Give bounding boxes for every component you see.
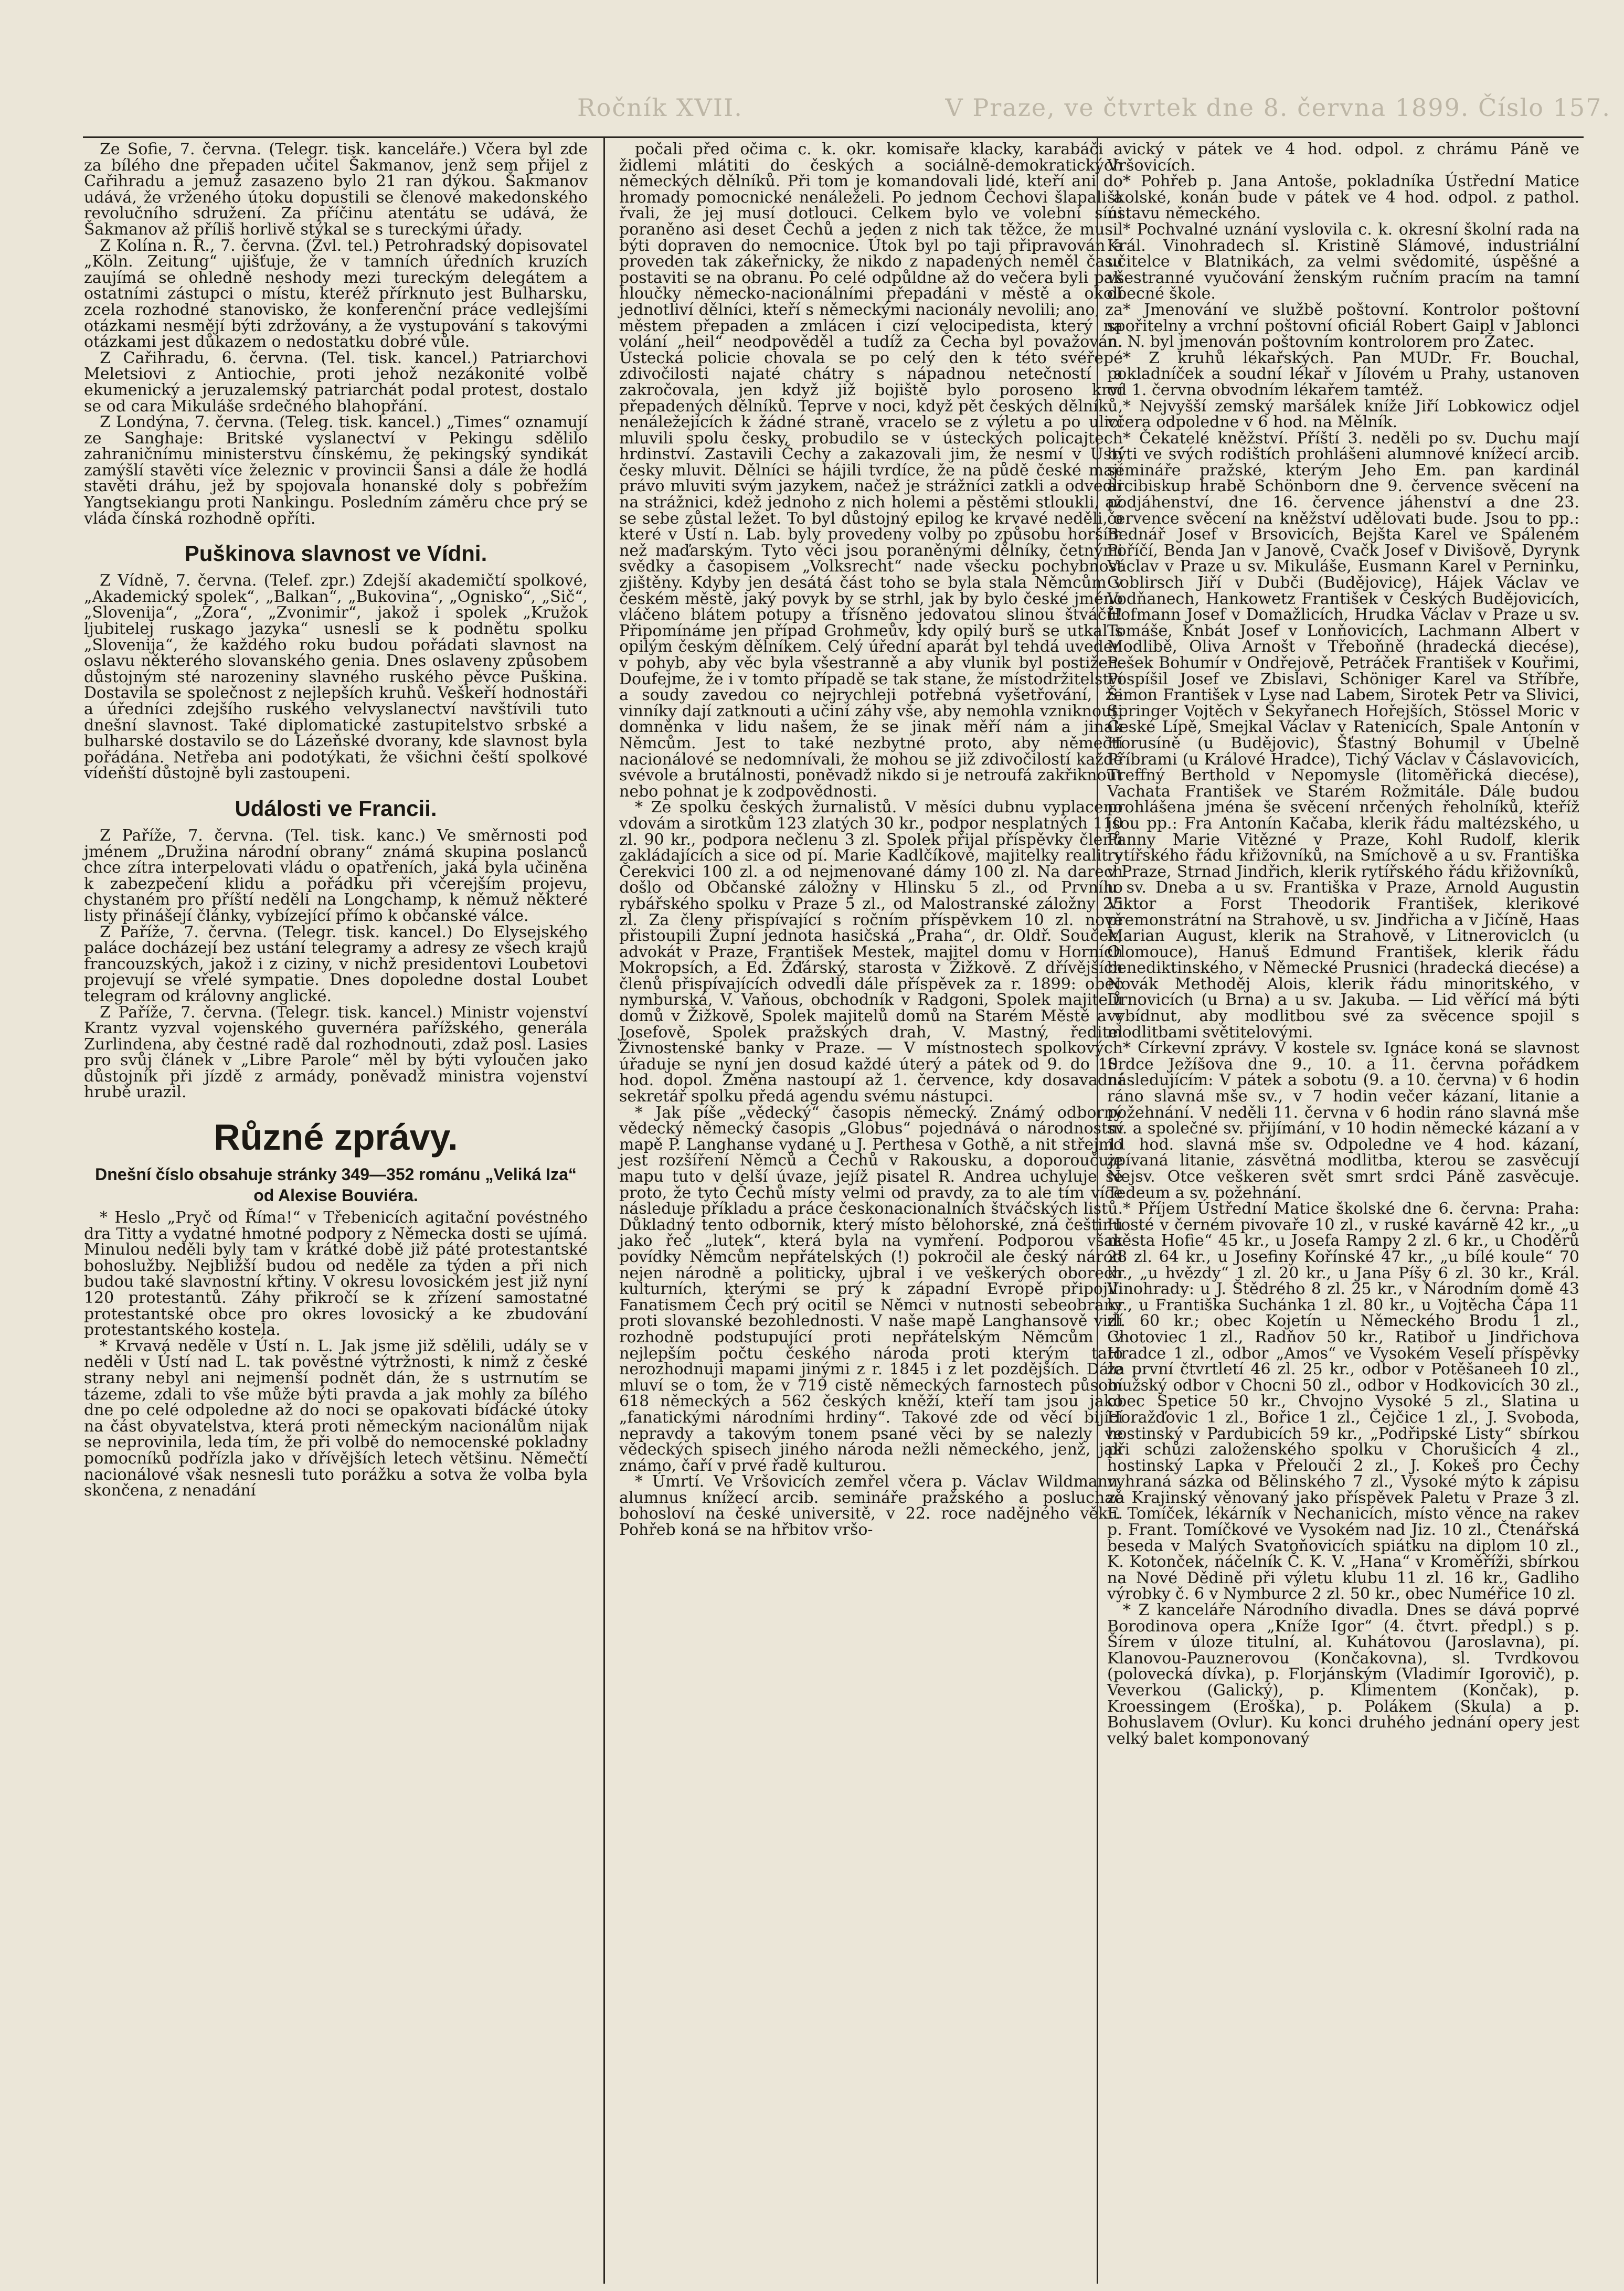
news-item: * Úmrtí. Ve Vršovicích zemřel včera p. Václav Wildmann, alumnus knížecí arcib. semináře pražského a posluchač bohosloví na české universitě, v 22. roce nadějného věku. Pohřeb koná se na hřbitov vršo-: [619, 1472, 1123, 1540]
section-heading: Události ve Francii.: [235, 796, 437, 821]
news-item: * Jak píše „vědecký“ časopis německý. Známý odborný vědecký německý časopis „Globus“ pojednává o národnostní mapě P. Langhanse vydané u J. Perthesa v Gothě, a nit střejmo jest rozšíření Němců a Čechů v Rakousku, a doporoučuje mapu tuto v delší úvaze, jejíž pisatel R. Andrea uchyluje se proto, že tyto Čechů místy velmi od pravdy, za to ale tím více následuje příkladu a práce českonacionalních štváčských listů. Důkladný tento odbornik, který místo bělohorské, zná češtinu jako řeč „lutek“, která byla na vymření. Podporou však povídky Němcům nepřátelských (!) pokročil ale český národ nejen národně a politicky, ujbral i ve veškerých oborech kulturních, kterými se prý k západní Evropě připojil. Fanatismem Čech prý ocitil se Němci v nutnosti sebeobrany proti slovanské bezohlednosti. V naše mapě Langhansově vidí rozhodně podstupující proti nepřátelským Němcům v nejlepším počtu českého národa proti kterým tato nerozhodnuji mapami jinými z r. 1845 i z let pozdějších. Dále mluví se o tom, že v 719 cistě německých farnostech působí 618 německých a 562 českých kněží, kteří tam jsou jako „fanatickými národními hrdiny“. Takové zde od věcí bijící nepravdy a takovým tonem psané věci by se nalezly ve vědeckých spisech jiného národa nežli německého, jenž, jak známo, čaří v prvé řadě kulturou.: [619, 1103, 1123, 1475]
section-heading: Puškinova slavnost ve Vídni.: [184, 541, 487, 566]
news-item: * Z kanceláře Národního divadla. Dnes se dává poprvé Borodinova opera „Kníže Igor“ (4. čtvrt. předpl.) s p. Šírem v úloze titulní, al. Kuhátovou (Jaroslavna), pí. Klanovou-Pauznerovou (Končakovna), sl. Tvrdkovou (polovecká dívka), p. Florjánským (Vladimír Igorovič), p. Veverkou (Galický), p. Klimentem (Končak), p. Kroessingem (Eroška), p. Polákem (Skula) a p. Bohuslavem (Ovlur). Ku konci druhého jednání opery jest velký balet komponovaný: [1107, 1601, 1579, 1748]
column-divider: [603, 137, 605, 2284]
issue-note: Dnešní číslo obsahuje stránky 349—352 románu „Veliká Iza“ od Alexise Bouviéra.: [95, 1165, 577, 1205]
masthead-date-issue: V Praze, ve čtvrtek dne 8. června 1899. Číslo 157.: [945, 93, 1611, 122]
news-item: Z Paříže, 7. června. (Telegr. tisk. kancel.) Do Elysejského paláce docházejí bez ustání telegramy a adresy ze všech krajů francouzských, jakož i z ciziny, v nichž presidentovi Loubetovi projevují se vřelé sympatie. Dnes dopoledne dostal Loubet telegram od královny anglické.: [84, 922, 588, 1005]
news-item: Z Paříže, 7. června. (Tel. tisk. kanc.) Ve směrnosti pod jménem „Družina národní obrany“ známá skupina poslanců chce zítra interpelovati vládu o opatřeních, jaká byla učiněna k zabezpečení klidu a pořádku při včerejším projevu, chystaném pro příští neděli na Longchamp, k němuž některé listy přinášejí články, vybízející přímo k občanské válce.: [84, 826, 588, 925]
news-item: * Církevní zprávy. V kostele sv. Ignáce koná se slavnost Srdce Ježíšova dne 9., 10. a 11. června pořádkem následujícím: V pátek a sobotu (9. a 10. června) v 6 hodin ráno slavná mše sv., v 7 hodin večer kázaní, litanie a požehnání. V neděli 11. června v 6 hodin ráno slavná mše sv. a společné sv. přijímání, v 10 hodin německé kázaní a v 11 hod. slavná mše sv. Odpoledne ve 4 hod. kázaní, zpívaná litanie, zásvětná modlitba, kterou se zasvěcují Nejsv. Otce veškeren svět smrt srdci Páně zasvěcuje. Tedeum a sv. požehnání.: [1107, 1039, 1579, 1202]
news-item: * Ze spolku českých žurnalistů. V měsíci dubnu vyplaceno vdovám a sirotkům 123 zlatých 30 kr., podpor nesplatných 110 zl. 90 kr., podpora nečlenu 3 zl. Spolek přijal příspěvky členů zakládajících a sice od pí. Marie Kadlčíkové, majitelky realit v Čerekvici 100 zl. a od nejmenované dámy 100 zl. Na darech došlo od Občanské záložny v Hlinsku 5 zl., od Prvního rybářského spolku v Praze 5 zl., od Malostranské záložny 25 zl. Za členy přispívající s ročním příspěvkem 10 zl. nově přistoupili Župní jednota hasičská „Praha“, dr. Oldř. Souček, advokát v Praze, František Mestek, majitel domu v Horních Mokropsích, a Ed. Žďárský, starosta v Žižkově. Z dřívějších členů přispívajících odvedli dále příspěvek za r. 1899: obec nymburská, V. Vaňous, obchodník v Radgoni, Spolek majitelů domů v Žižkově, Spolek majitelů domů na Starém Městě a v Josefově, Spolek pražských drah, V. Mastný, ředitel Živnostenské banky v Praze. — V místnostech spolkových úřaduje se nyní jen dosud každé úterý a pátek od 9. do 10. hod. dopol. Změna nastoupí až 1. července, kdy dosavadní sekretář spolku předá agendu svému nástupci.: [619, 798, 1123, 1106]
news-item: * Čekatelé kněžství. Příští 3. neděli po sv. Duchu mají býti ve svých rodištích prohlášeni alumnové knížecí arcib. semináře pražské, kterým Jeho Em. pan kardinál arcibiskup hrabě Schönborn dne 9. července svěcení na podjáhenství, dne 16. července jáhenství a dne 23. července svěcení na kněžství udělovati bude. Jsou to pp.: Bednář Josef v Brsovicích, Bejšta Karel ve Spáleném Poříčí, Benda Jan v Janově, Cvačk Josef v Divišově, Dyrynk Václav v Praze u sv. Mikuláše, Eusmann Karel v Perninku, Goblirsch Jiří v Dubči (Budějovice), Hájek Václav ve Vodňanech, Hankowetz František v Českých Budějovicích, Hofmann Josef v Domažlicích, Hrudka Václav v Praze u sv. Tomáše, Knbát Josef v Lonňovicích, Lachmann Albert v Modlibě, Oliva Arnošt v Třeboňně (hradecká diecése), Pešek Bohumír v Ondřejově, Petráček František v Kouřimi, Pospíšil Josef ve Zbislavi, Schöniger Karel va Stříbře, Šimon František v Lyse nad Labem, Sirotek Petr va Slivici, Springer Vojtěch v Sekyřanech Hořejších, Stössel Moric v České Lípě, Smejkal Václav v Ratenicích, Spale Antonín v Horusíně (u Budějovic), Šťastný Bohumil v Úbelně Příbrami (u Králové Hradce), Tichý Václav v Čáslavovicích, Treffný Berthold v Nepomysle (litoměřická diecése), Vachata František ve Starém Rožmitále. Dále budou prohlášena jména še svěcení nrčených řeholníků, kteříž jsou pp.: Fra Antonín Kačaba, klerik řádu maltézského, u Panny Marie Vitězné v Praze, Kohl Rudolf, klerik rytířského řádu křižovníků, na Smíchově a u sv. Františka v Praze, Strnad Jindřich, klerik rytířského řádu křižovníků, u sv. Dneba a u sv. Františka v Praze, Arnold Augustin Viktor a Forst Theodorik František, klerikové premonstrátní na Strahově, u sv. Jindřicha a v Jičíně, Haas Marian August, klerik na Strahově, v Litneroviclch (u Olomouce), Hanuš Edmund František, klerik řádu benediktinského, v Německé Prusnici (hradecká diecése) a Novák Methoděj Alois, klerik řádu minoritského, v Drnovicích (u Brna) a u sv. Jakuba. — Lid věřící má býti vybídnut, aby modlitbou své za svěcence spojil s modlitbami světitelovými.: [1107, 429, 1579, 1042]
news-item: * Jmenování ve službě poštovní. Kontrolor poštovní spořitelny a vrchní poštovní oficiál Robert Gaipl v Jablonci n. N. byl jmenován poštovním kontrolorem pro Žatec.: [1107, 300, 1579, 352]
news-item: vický v pátek ve 4 hod. odpol. z chrámu Páně ve Vršovicích.: [1107, 140, 1579, 175]
news-item: * Pochvalné uznání vyslovila c. k. okresní školní rada na Král. Vinohradech sl. Kristině Slámové, industriální učitelce v Blatnikách, za velmi svědomité, úspěšné a všestranné vyučování ženským ručním pracím na tamní obecné škole.: [1107, 220, 1579, 303]
news-item: Z Paříže, 7. června. (Telegr. tisk. kancel.) Ministr vojenství Krantz vyzval vojenského guvernéra pařížského, generála Zurlindena, aby čestné radě dal rozhodnouti, zdaž posl. Lasies pro svůj článek v „Libre Parole“ měl by býti vyloučen jako důstojník při jízdě z armády, poněvadž ministra vojenství hrubě urazil.: [84, 1003, 588, 1102]
column-2: [619, 142, 1123, 1539]
masthead: [577, 93, 1616, 130]
news-item: * Krvavá neděle v Ústí n. L. Jak jsme již sdělili, udály se v neděli v Ústí nad L. tak pověstné výtržnosti, k nimž z české strany nebyl ani nejmenší podnět dán, že s ustrnutím se tázeme, zdali to vše může býti pravda a jak mohly za bílého dne po celé odpoledne až do noci se opakovati bídácké útoky na část obyvatelstva, která proti německým nacionálům nijak se neprovinila, leda tím, že při volbě do nemocenské pokladny pomocníků podřízla jako v dřívějších letech většinu. Němečtí nacionálové však nesnesli tuto porážku a sotva že volba byla skončena, z nenadání: [84, 1337, 588, 1500]
news-item: * Heslo „Pryč od Říma!“ v Třebenicích agitační povéstného dra Titty a vydatné hmotné podpory z Německa dosti se ujímá. Minulou neděli byly tam v krátké době již páté protestantské bohoslužby. Nejbližší budou od neděle za týden a při nich budou také slavnostní křtiny. V okresu lovosickém jest již nyní 120 protestantů. Záhy přikročí se k zřízení samostatné protestantské obce pro okres lovosický a ke zbudování protestantského kostela.: [84, 1208, 588, 1340]
news-item: * Nejvyšší zemský maršálek kníže Jiří Lobkowicz odjel včera odpoledne v 6 hod. na Mělník.: [1107, 397, 1579, 432]
news-item: Z Kolína n. R., 7. června. (Zvl. tel.) Petrohradský dopisovatel „Köln. Zeitung“ ujišťuje, že v tamních úředních kruzích zaujímá se ohledně neshody mezi tureckým delegátem a ostatními zástupci o místu, kteréž přírknuto jest Bulharsku, zcela rozhodné stanovisko, že konferenční práce vedlejšími otázkami nesmějí býti zdržovány, a že vystupování s takovými otázkami jest důkazem o nedostatku dobré vůle.: [84, 236, 588, 352]
news-item: počali před očima c. k. okr. komisaře klacky, karabáči a židlemi mlátiti do českých a sociálně-demokratických německých dělníků. Při tom je komandovali lidé, kteří ani do hromady pomocnické nenáleželi. Po jednom Čechovi šlapali a řvali, že jej musí dotlouci. Celkem bylo ve volební síni poraněno asi deset Čechů a jeden z nich tak těžce, že musil býti dopraven do nemocnice. Útok byl po taji připravován a proveden tak zákeřnicky, že nikdo z napadených neměl času postaviti se na obranu. Po celé odpůldne až do večera byli pak hloučky německo-nacionálními přepadáni v městě a okolí jednotliví dělníci, kteří s německými nacionály nevolili; ano, za městem přepaden a zmlácen i cizí velocipedista, který na volání „heil“ neodpověděl a tudíž za Čecha byl považován. Ústecká policie chovala se po celý den k této svéřepé zdivočilosti najaté chátry s nápadnou netečností a zakročovala, jen když již bojiště bylo poroseno krví přepadených dělníků. Teprve v noci, když pět českých dělníků, nenáležejících k žádné straně, vracelo se z výletu a po ulici mluvili spolu česky, probudilo se v ústeckých policajtech hrdinství. Zastavili Čechy a zakazovali jim, že nesmí v Ústí česky mluvit. Dělníci se hájili tvrdíce, že na půdě české mají právo mluviti svým jazykem, načež je strážníci zatkli a odvedli na strážnici, kdež jednoho z nich holemi a pěstěmi stloukli, až se sebe zůstal ležet. To byl důstojný epilog ke krvavé neděli, o které v Ústí n. Lab. byly provedeny volby po způsobu horším než maďarským. Tyto věci jsou poraněnými dělníky, četnými svědky a časopisem „Volksrecht“ nade všecku pochybnost zjištěny. Kdyby jen desátá část toho se byla stala Němcům v českém městě, jaký povyk by se strhl, jak by bylo české jméno vláčeno blátem potupy a třísněno jedovatou slinou štváčů! Připomínáme jen případ Grohmeův, kdy opilý burš se utkal s opilým českým dělníkem. Celý úřední aparát byl tehdá uveden v pohyb, aby věc byla všestranně a aby vlunik byl postižen. Doufejme, že i v tomto případě se tak stane, že místodržitelství a soudy zavedou co nejrychleji potřebná vyšetřování, že vinníky dají zatknouti a učiní záhy vše, aby nemohla vzniknouti domněnka v lidu našem, že se jinak měří nám a jinak Němcům. Jest to také nezbytné proto, aby němečtí nacionálové se nedomnívali, že mohou se již zdivočilostí každé svévole a brutálnosti, poněvadž nikdo si je netroufá zakřiknout nebo pohnat je k zodpovědnosti.: [619, 140, 1123, 801]
news-item: * Příjem Ústřední Matice školské dne 6. června: Praha: Hosté v černém pivovaře 10 zl., v ruské kavárně 42 kr., „u města Hofie“ 45 kr., u Josefa Rampy 2 zl. 6 kr., u Choděrů 28 zl. 64 kr., u Josefiny Kořínské 47 kr., „u bílé koule“ 70 kr., „u hvězdy“ 1 zl. 20 kr., u Jana Píšy 6 zl. 30 kr., Král. Vinohrady: u J. Štědrého 8 zl. 25 kr., v Národním domě 43 kr., u Františka Suchánka 1 zl. 80 kr., u Vojtěcha Čápa 11 zl. 60 kr.; obec Kojetín u Německého Brodu 1 zl., Chotoviec 1 zl., Radňov 50 kr., Ratiboř u Jindřichova Hradce 1 zl., odbor „Amos“ ve Vysokém Veselí příspěvky za první čtvrtletí 46 zl. 25 kr., odbor v Potěšaneeh 10 zl., mužský odbor v Chocni 50 zl., odbor v Hodkovicích 30 zl., obec Spetice 50 kr., Chvojno Vysoké 5 zl., Slatina u Horažďovic 1 zl., Bořice 1 zl., Čejčice 1 zl., J. Svoboda, hostinský v Pardubicích 59 kr., „Podřipské Listy“ sbírkou při schůzi založenského spolku v Chorušicích 4 zl., hostinský Lapka v Přelouči 2 zl., J. Kokeš pro Čechy vyhraná sázka od Bělinského 7 zl., Vysoké mýto k zápisu za Krajinský věnovaný jako příspěvek Paletu v Praze 3 zl. F. Tomíček, lékárník v Nechanicích, místo věnce na rakev p. Frant. Tomíčkové ve Vysokém nad Jiz. 10 zl., Čtenářská beseda v Malých Svatoňovicích spiátku na diplom 10 zl., K. Kotonček, náčelník Č. K. V. „Hana“ v Kroměříži, sbírkou na Nové Dědině při výletu klubu 11 zl. 16 kr., Gadliho výrobky č. 6 v Nymburce 2 zl. 50 kr., obec Numéřice 10 zl.: [1107, 1200, 1579, 1604]
column-1: [84, 142, 588, 1499]
news-item: Z Cařihradu, 6. června. (Tel. tisk. kancel.) Patriarchovi Meletsiovi z Antiochie, proti jehož nezákonité volbě ekumenický a jeruzalemský patriarchát podal protest, dostalo se od cara Mikuláše srdečného blahopřání.: [84, 348, 588, 416]
news-item: * Z kruhů lékařských. Pan MUDr. Fr. Bouchal, pokladníček a soudní lékař v Jílovém u Prahy, ustanoven od 1. června obvodním lékařem tamtéž.: [1107, 348, 1579, 399]
column-3: [1107, 142, 1579, 1747]
news-item: Z Londýna, 7. června. (Teleg. tisk. kancel.) „Times“ oznamují ze Sanghaje: Britské vyslanectví v Pekingu sdělilo zahraničnímu ministerstvu čínskému, že pekingský syndikát zamýšlí stavěti více železnic v provincii Šansi a dále že hodlá stavěti dráhu, jež by spojovala honanské doly s pobřežím Yangtsekiangu proti Nankingu. Posledním záměru chce prý se vláda čínská rozhodně opříti.: [84, 413, 588, 528]
news-item: * Pohřeb p. Jana Antoše, pokladníka Ústřední Matice školské, konán bude v pátek ve 4 hod. odpol. z pathol. ústavu německého.: [1107, 172, 1579, 223]
masthead-volume: Ročník XVII.: [577, 93, 743, 122]
top-rule: [83, 136, 1584, 138]
section-heading: Různé zprávy.: [214, 1117, 458, 1158]
news-item: Z Vídně, 7. června. (Telef. zpr.) Zdejší akademičtí spolkové, „Akademický spolek“, „Balkan“, „Bukovina“, „Ognisko“, „Sič“, „Slovenija“, „Zora“, „Zvonimir“, jakož i spolek „Kružok ljubitelej ruskago jazyka“ usnesli se k podnětu spolku „Slovenija“, že každého roku budou pořádati slavnost na oslavu některého slovanského genia. Dnes oslaveny způsobem důstojným sté narozeniny slavného ruského pěvce Puškina. Dostavila se společnost z nejlepších kruhů. Veškeří hodnostáři a úředníci zdejšího ruského velvyslanectví navštívili tuto dnešní slavnost. Také diplomatické zastupitelstvo srbské a bulharské dostavilo se do Lázeňské dvorany, kde slavnost byla pořádána. Netřeba ani podotýkati, že všichni čeští spolkové vídeňští důstojně byli zastoupeni.: [84, 571, 588, 783]
news-item: Ze Sofie, 7. června. (Telegr. tisk. kanceláře.) Včera byl zde za bílého dne přepaden učitel Šakmanov, jenž sem přijel z Cařihradu a jemuž zasazeno bylo 21 ran dýkou. Šakmanov udává, že vrženého útoku dopustili se členové makedonského revolučního sdružení. Za příčinu atentátu se udává, že Šakmanov až příliš horlivě stýkal se s tureckými úřady.: [84, 140, 588, 239]
